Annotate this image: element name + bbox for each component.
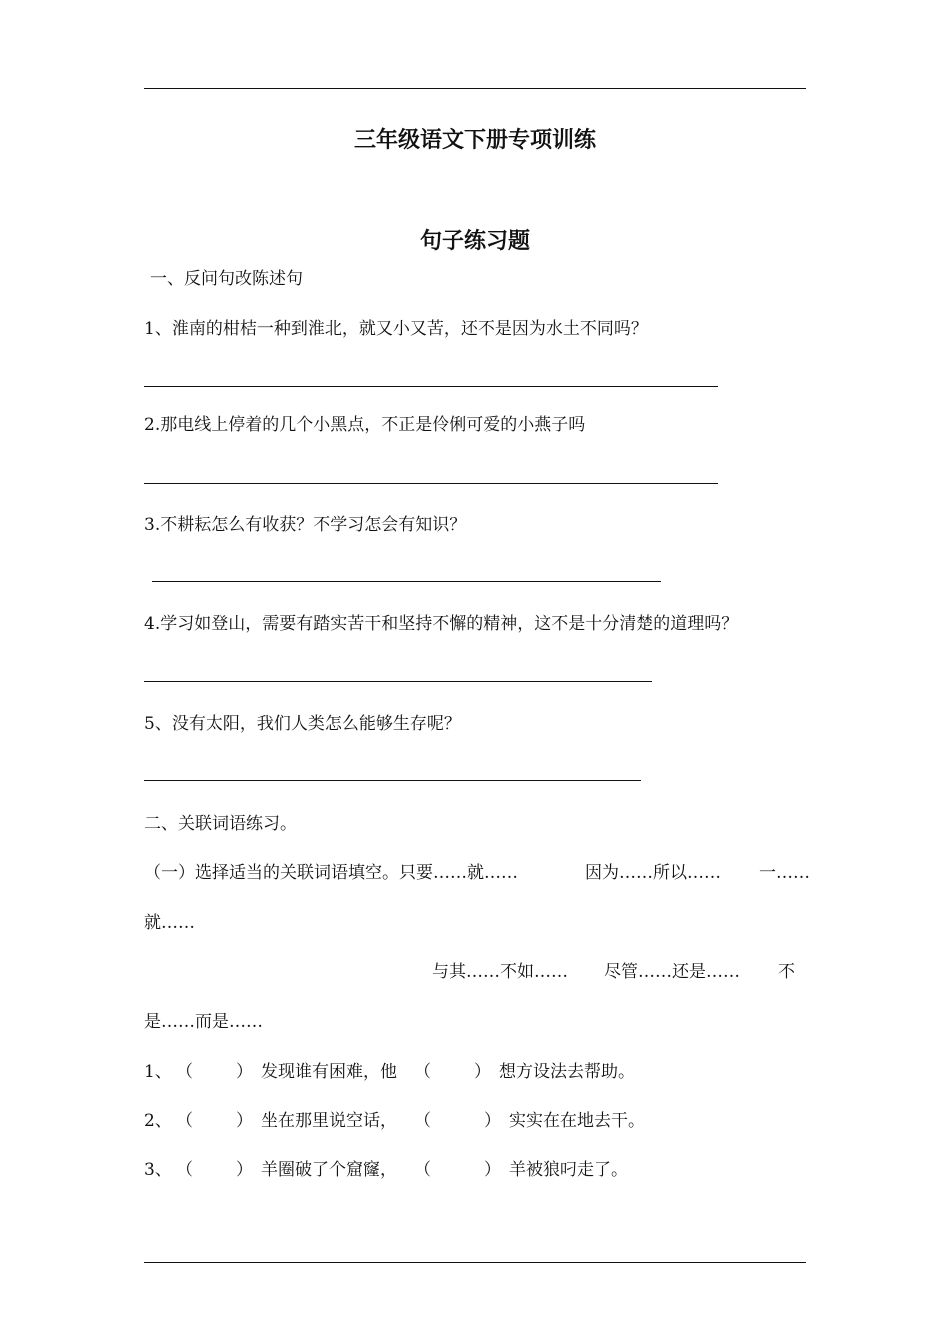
option-zhiyao-jiu: 只要……就…… bbox=[399, 863, 518, 883]
option-bushi-part1: 不 bbox=[778, 962, 795, 982]
answer-line-1[interactable] bbox=[144, 386, 718, 387]
item-text: 羊圈破了个窟窿， bbox=[261, 1160, 397, 1180]
answer-line-3[interactable] bbox=[152, 581, 661, 582]
answer-line-2[interactable] bbox=[144, 483, 718, 484]
bottom-rule bbox=[144, 1262, 806, 1263]
item-text-end: 想方设法去帮助。 bbox=[499, 1062, 635, 1082]
blank-open[interactable]: （ bbox=[414, 1062, 431, 1082]
option-yinwei-suoyi: 因为……所以…… bbox=[585, 863, 721, 883]
blank-close: ） bbox=[484, 1160, 501, 1180]
top-rule bbox=[144, 88, 806, 89]
option-yi-part1: 一…… bbox=[759, 863, 810, 883]
blank-close: ） bbox=[236, 1160, 253, 1180]
blank-open[interactable]: （ bbox=[176, 1062, 193, 1082]
sub-heading: （一）选择适当的关联词语填空。 bbox=[144, 863, 399, 883]
section-one-heading: 一、反问句改陈述句 bbox=[150, 269, 303, 289]
blank-close: ） bbox=[474, 1062, 491, 1082]
answer-line-5[interactable] bbox=[144, 780, 641, 781]
question-5: 5、没有太阳，我们人类怎么能够生存呢？ bbox=[144, 714, 461, 734]
blank-open[interactable]: （ bbox=[176, 1160, 193, 1180]
blank-close: ） bbox=[236, 1111, 253, 1131]
blank-close: ） bbox=[484, 1111, 501, 1131]
answer-line-4[interactable] bbox=[144, 681, 652, 682]
item-text-end: 实实在在地去干。 bbox=[509, 1111, 645, 1131]
blank-open[interactable]: （ bbox=[176, 1111, 193, 1131]
option-yuqi-buru: 与其……不如…… bbox=[432, 962, 568, 982]
option-jinguan-haishi: 尽管……还是…… bbox=[604, 962, 740, 982]
conjunction-instruction bbox=[144, 862, 518, 884]
item-text: 坐在那里说空话， bbox=[261, 1111, 397, 1131]
item-text: 发现谁有困难，他 bbox=[261, 1062, 397, 1082]
blank-open[interactable]: （ bbox=[414, 1111, 431, 1131]
question-1: 1、淮南的柑桔一种到淮北，就又小又苦，还不是因为水土不同吗？ bbox=[144, 319, 648, 339]
document-title: 三年级语文下册专项训练 bbox=[353, 128, 596, 153]
question-2: 2.那电线上停着的几个小黑点，不正是伶俐可爱的小燕子吗 bbox=[144, 415, 586, 435]
exercise-subtitle: 句子练习题 bbox=[419, 229, 530, 254]
blank-close: ） bbox=[236, 1062, 253, 1082]
item-number: 3、 bbox=[144, 1160, 172, 1180]
option-yi-part2: 就…… bbox=[144, 913, 195, 933]
section-two-heading: 二、关联词语练习。 bbox=[144, 814, 297, 834]
question-3: 3.不耕耘怎么有收获？不学习怎会有知识？ bbox=[144, 515, 467, 535]
question-4: 4.学习如登山，需要有踏实苦干和坚持不懈的精神，这不是十分清楚的道理吗？ bbox=[144, 614, 739, 634]
item-text-end: 羊被狼叼走了。 bbox=[509, 1160, 628, 1180]
item-number: 2、 bbox=[144, 1111, 172, 1131]
item-number: 1、 bbox=[144, 1062, 172, 1082]
blank-open[interactable]: （ bbox=[414, 1160, 431, 1180]
option-bushi-part2: 是……而是…… bbox=[144, 1012, 263, 1032]
